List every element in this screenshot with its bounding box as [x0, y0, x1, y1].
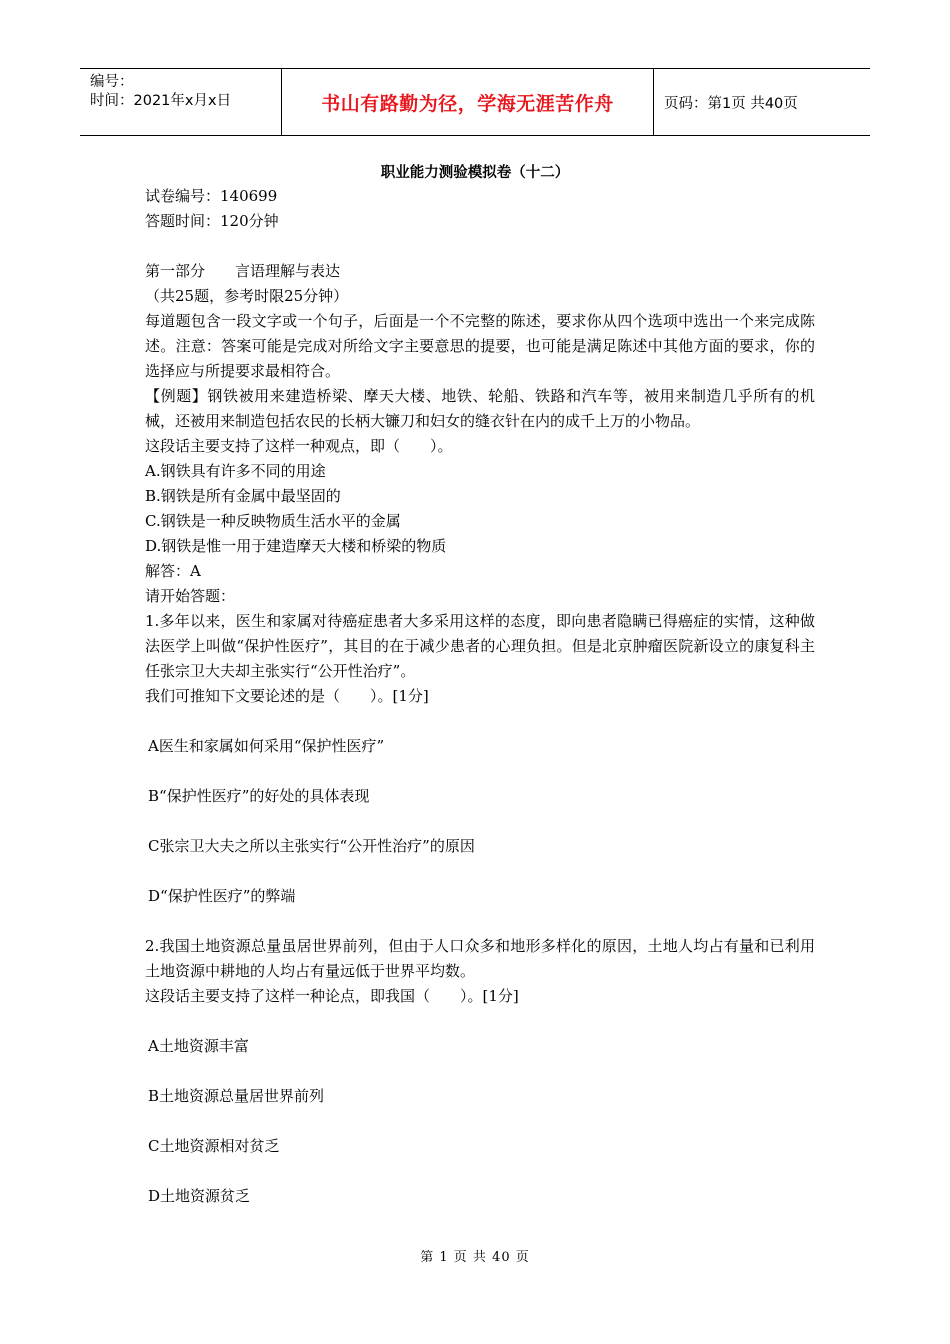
page-header — [80, 68, 870, 136]
question-1-stem: 我们可推知下文要论述的是（ ）。[1分] — [145, 687, 429, 705]
example-option-b: B.钢铁是所有金属中最坚固的 — [145, 487, 341, 505]
question-2-stem: 这段话主要支持了这样一种论点，即我国（ ）。[1分] — [145, 987, 519, 1005]
page-footer: 第 1 页 共 40 页 — [420, 1250, 530, 1265]
question-1-text: 1.多年以来，医生和家属对待癌症患者大多采用这样的态度，即向患者隐瞒已得癌症的实情，这种做法医学上叫做“保护性医疗”，其目的在于减少患者的心理负担。但是北京肿瘤医院新设立的康复科主任张宗卫大夫却主张实行“公开性治疗”。 — [145, 612, 815, 680]
header-meta — [80, 69, 282, 135]
paper-number: 试卷编号：140699 — [145, 187, 278, 205]
header-page-info: 页码：第1页 共40页 — [664, 95, 798, 112]
doc-date: 时间：2021年x月x日 — [90, 93, 232, 109]
section-title: 第一部分 言语理解与表达 — [145, 262, 341, 280]
question-1-option-b: B“保护性医疗”的好处的具体表现 — [148, 787, 370, 805]
example-option-d: D.钢铁是惟一用于建造摩天大楼和桥梁的物质 — [145, 537, 447, 555]
doc-number-label: 编号： — [90, 74, 134, 90]
header-motto: 书山有路勤为径，学海无涯苦作舟 — [282, 69, 654, 135]
question-2-option-d: D土地资源贫乏 — [148, 1187, 251, 1205]
example-question: 这段话主要支持了这样一种观点，即（ ）。 — [145, 437, 453, 455]
start-prompt: 请开始答题： — [145, 587, 236, 605]
question-1-option-c: C张宗卫大夫之所以主张实行“公开性治疗”的原因 — [148, 837, 475, 855]
document-title: 职业能力测验模拟卷（十二） — [380, 165, 570, 181]
section-note: （共25题，参考时限25分钟） — [145, 287, 349, 305]
question-2-option-c: C土地资源相对贫乏 — [148, 1137, 280, 1155]
question-1-option-d: D“保护性医疗”的弊端 — [148, 887, 296, 905]
answer-time: 答题时间：120分钟 — [145, 212, 279, 230]
instructions: 每道题包含一段文字或一个句子，后面是一个不完整的陈述，要求你从四个选项中选出一个来完成陈述。注意：答案可能是完成对所给文字主要意思的提要，也可能是满足陈述中其他方面的要求，你的选择应与所提要求最相符合。 — [145, 312, 815, 380]
question-2-text: 2.我国土地资源总量虽居世界前列，但由于人口众多和地形多样化的原因，土地人均占有量和已利用土地资源中耕地的人均占有量远低于世界平均数。 — [145, 937, 815, 980]
example-option-a: A.钢铁具有许多不同的用途 — [145, 462, 326, 480]
example-option-c: C.钢铁是一种反映物质生活水平的金属 — [145, 512, 401, 530]
question-2-option-a: A土地资源丰富 — [148, 1037, 249, 1055]
question-2-option-b: B土地资源总量居世界前列 — [148, 1087, 325, 1105]
example-answer: 解答：A — [145, 562, 201, 580]
question-1-option-a: A医生和家属如何采用“保护性医疗” — [148, 737, 385, 755]
example-text: 【例题】钢铁被用来建造桥梁、摩天大楼、地铁、轮船、铁路和汽车等，被用来制造几乎所有的机械，还被用来制造包括农民的长柄大镰刀和妇女的缝衣针在内的成千上万的小物品。 — [145, 387, 815, 430]
document-body — [145, 184, 815, 1209]
